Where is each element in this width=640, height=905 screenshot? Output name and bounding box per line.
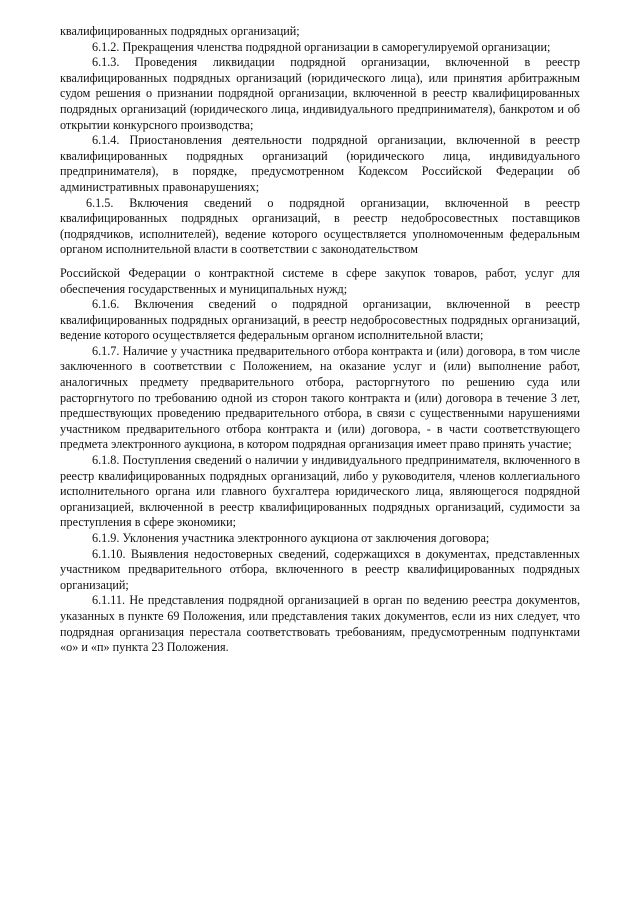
paragraph-6-1-9: 6.1.9. Уклонения участника электронного аукциона от заключения договора; — [92, 531, 490, 545]
paragraph-continuation: квалифицированных подрядных организаций; — [60, 24, 300, 38]
document-page — [60, 24, 580, 656]
paragraph-6-1-7: 6.1.7. Наличие у участника предварительного отбора контракта и (или) договора, в том числе заключенного в соответствии с Положением, на оказание услуг и (или) выполнение работ, аналогичных предмету предварительного отбора, расторгнутого по решению суда или расторгнутого по требованию одной из сторон такого контракта и (или) договора в течение 3 лет, предшествующих проведению предварительного отбора, в связи с существенными нарушениями участником предварительного отбора контракта и (или) договора, - в части соответствующего предмета электронного аукциона, в котором подрядная организация имеет право принять участие; — [60, 343, 580, 452]
page-break-gap — [60, 258, 580, 266]
paragraph-6-1-2: 6.1.2. Прекращения членства подрядной организации в саморегулируемой организации; — [92, 39, 551, 54]
paragraph-6-1-5-continued: Российской Федерации о контрактной системе в сфере закупок товаров, работ, услуг для обеспечения государственных и муниципальных нужд; — [60, 265, 580, 296]
paragraph-6-1-8: 6.1.8. Поступления сведений о наличии у индивидуального предпринимателя, включенного в реестр квалифицированных подрядных организаций, либо у руководителя, членов коллегиального исполнительного органа или главного бухгалтера юридического лица, являющегося подрядной организацией, включенной в реестр квалифицированных подрядных организаций, судимости за преступления в сфере экономики; — [60, 453, 580, 530]
paragraph-6-1-6: 6.1.6. Включения сведений о подрядной организации, включенной в реестр квалифицированных подрядных организаций, в реестр недобросовестных подрядных организаций, ведение которого осуществляется федеральным органом исполнительной власти; — [60, 297, 580, 343]
paragraph-6-1-11: 6.1.11. Не представления подрядной организацией в орган по ведению реестра документов, указанных в пункте 69 Положения, или представления таких документов, если из них следует, что подрядная организация перестала соответствовать требованиям, предусмотренным подпунктами «о» и «п» пункта 23 Положения. — [60, 593, 580, 655]
paragraph-6-1-3: 6.1.3. Проведения ликвидации подрядной организации, включенной в реестр квалифицированных подрядных организаций (юридического лица), или принятия арбитражным судом решения о признании подрядной организации, включенной в реестр квалифицированных подрядных организаций (юридического лица, индивидуального предпринимателя), банкротом и об открытии конкурсного производства; — [60, 55, 580, 132]
paragraph-6-1-10: 6.1.10. Выявления недостоверных сведений, содержащихся в документах, представленных участником предварительного отбора, включенного в реестр квалифицированных подрядных организаций; — [60, 546, 580, 592]
paragraph-6-1-5: 6.1.5. Включения сведений о подрядной организации, включенной в реестр квалифицированных подрядных организаций, в реестр недобросовестных поставщиков (подрядчиков, исполнителей), ведение которого осуществляется уполномоченным федеральным органом исполнительной власти в соответствии с законодательством — [60, 195, 580, 257]
paragraph-6-1-4: 6.1.4. Приостановления деятельности подрядной организации, включенной в реестр квалифицированных подрядных организаций (юридического лица, индивидуального предпринимателя), в порядке, предусмотренном Кодексом Российской Федерации об административных правонарушениях; — [60, 133, 580, 194]
